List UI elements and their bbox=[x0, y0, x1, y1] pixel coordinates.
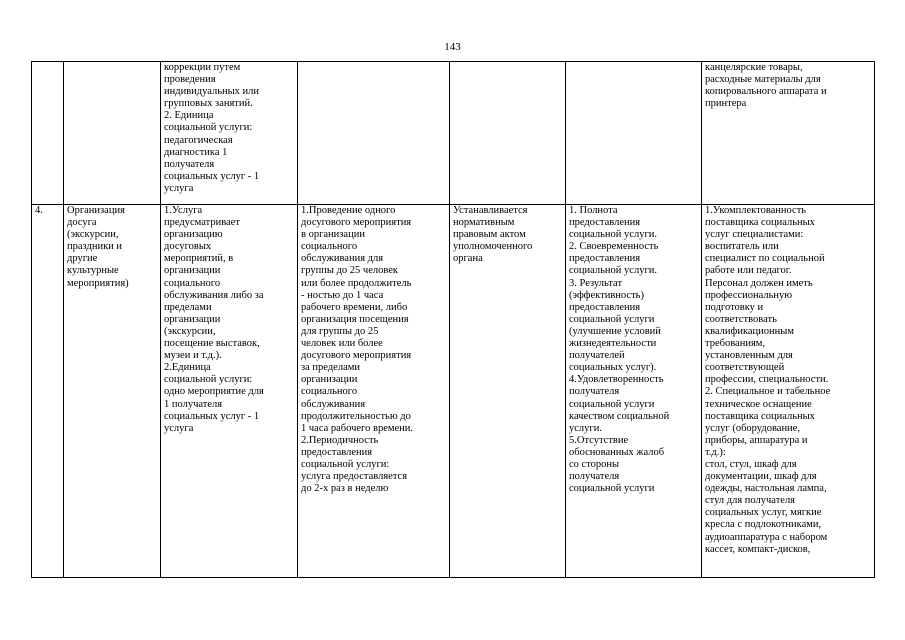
table-row bbox=[32, 62, 875, 205]
service-content-cell: коррекции путем проведения индивидуальных или групповых занятий. 2. Единица социальной услуги: педагогическая диагностика 1 получателя социальных услуг - 1 услуга bbox=[161, 62, 298, 205]
service-period-cell: Устанавливается нормативным правовым актом уполномоченного органа bbox=[450, 205, 566, 578]
page-number: 143 bbox=[444, 41, 461, 53]
service-name-cell bbox=[64, 62, 161, 205]
row-number-cell: 4. bbox=[32, 205, 64, 578]
table-row bbox=[32, 205, 875, 578]
service-conditions-cell: 1.Укомплектованность поставщика социальных услуг специалистами: воспитатель или специалист по социальной работе или педагог. Персонал должен иметь профессиональную подготовку и соответствовать квалификационным требованиям, установленным для соответствующей профессии, специальности. 2. Специальное и табельное техническое оснащение поставщика социальных услуг (оборудование, приборы, аппаратура и т.д.): стол, стул, шкаф для документации, шкаф для одежды, настольная лампа, стул для получателя социальных услуг, мягкие кресла с подлокотниками, аудиоаппаратура с набором кассет, компакт-дисков, bbox=[702, 205, 875, 578]
row-number-cell bbox=[32, 62, 64, 205]
service-period-cell bbox=[450, 62, 566, 205]
service-name-cell: Организация досуга (экскурсии, праздники и другие культурные мероприятия) bbox=[64, 205, 161, 578]
service-conditions-cell: канцелярские товары, расходные материалы для копировального аппарата и принтера bbox=[702, 62, 875, 205]
service-volume-cell: 1.Проведение одного досугового мероприятия в организации социального обслуживания для группы до 25 человек или более продолжитель - ностью до 1 часа рабочего времени, либо организация посещения для группы до 25 человек или более досугового мероприятия за пределами организации социального обслуживания продолжительностью до 1 часа рабочего времени. 2.Периодичность предоставления социальной услуги: услуга предоставляется до 2-х раз в неделю bbox=[298, 205, 450, 578]
service-content-cell: 1.Услуга предусматривает организацию досуговых мероприятий, в организации социального обслуживания либо за пределами организации (экскурсии, посещение выставок, музеи и т.д.). 2.Единица социальной услуги: одно мероприятие для 1 получателя социальных услуг - 1 услуга bbox=[161, 205, 298, 578]
service-volume-cell bbox=[298, 62, 450, 205]
services-table bbox=[31, 61, 875, 578]
service-quality-cell: 1. Полнота предоставления социальной услуги. 2. Своевременность предоставления социальной услуги. 3. Результат (эффективность) предоставления социальной услуги (улучшение условий жизнедеятельности получателей социальных услуг). 4.Удовлетворенность получателя социальной услуги качеством социальной услуги. 5.Отсутствие обоснованных жалоб со стороны получателя социальной услуги bbox=[566, 205, 702, 578]
service-quality-cell bbox=[566, 62, 702, 205]
